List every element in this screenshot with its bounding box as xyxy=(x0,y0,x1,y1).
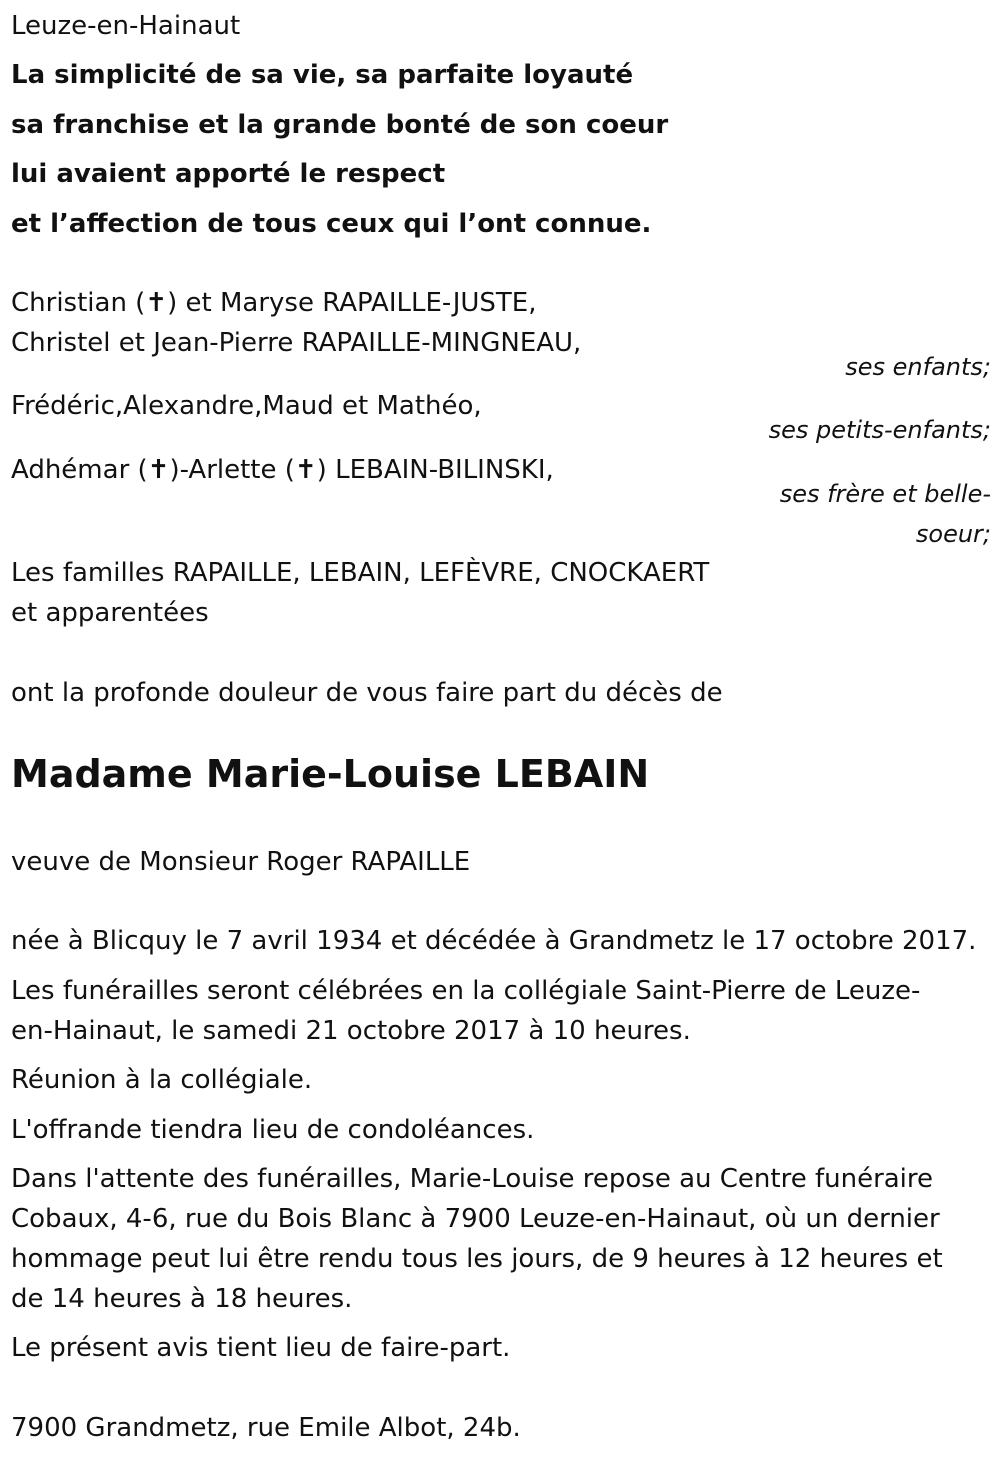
family-extended-line: et apparentées xyxy=(11,598,209,628)
family-children-line: Christel et Jean-Pierre RAPAILLE-MINGNEAU, xyxy=(11,328,582,358)
deceased-name: Madame Marie-Louise LEBAIN xyxy=(11,752,650,796)
meeting-details: Réunion à la collégiale. xyxy=(11,1065,313,1095)
rest-details-line: Cobaux, 4-6, rue du Bois Blanc à 7900 Leuze-en-Hainaut, où un dernier xyxy=(11,1204,940,1234)
birth-death-details: née à Blicquy le 7 avril 1934 et décédée à Grandmetz le 17 octobre 2017. xyxy=(11,926,977,956)
address: 7900 Grandmetz, rue Emile Albot, 24b. xyxy=(11,1413,521,1443)
funeral-details-line: Les funérailles seront célébrées en la collégiale Saint-Pierre de Leuze- xyxy=(11,976,921,1006)
siblings-relation: ses frère et belle-soeur; xyxy=(779,480,991,548)
location: Leuze-en-Hainaut xyxy=(11,11,241,41)
rest-details-line: de 14 heures à 18 heures. xyxy=(11,1284,353,1314)
rest-details-line: hommage peut lui être rendu tous les jours, de 9 heures à 12 heures et xyxy=(11,1244,943,1274)
grandchildren-relation: ses petits-enfants; xyxy=(768,416,991,444)
children-relation: ses enfants; xyxy=(845,353,991,381)
poem-line: sa franchise et la grande bonté de son coeur xyxy=(11,110,669,140)
family-children-line: Christian (✝) et Maryse RAPAILLE-JUSTE, xyxy=(11,288,537,318)
widow-of: veuve de Monsieur Roger RAPAILLE xyxy=(11,847,471,877)
notice-text: Le présent avis tient lieu de faire-part. xyxy=(11,1333,511,1363)
family-siblings: Adhémar (✝)-Arlette (✝) LEBAIN-BILINSKI, xyxy=(11,455,554,485)
rest-details-line: Dans l'attente des funérailles, Marie-Louise repose au Centre funéraire xyxy=(11,1164,934,1194)
offering-details: L'offrande tiendra lieu de condoléances. xyxy=(11,1115,535,1145)
announcement: ont la profonde douleur de vous faire part du décès de xyxy=(11,678,723,708)
poem-line: et l’affection de tous ceux qui l’ont connue. xyxy=(11,209,652,239)
family-extended-line: Les familles RAPAILLE, LEBAIN, LEFÈVRE, CNOCKAERT xyxy=(11,558,710,588)
poem-line: lui avaient apporté le respect xyxy=(11,159,446,189)
funeral-details-line: en-Hainaut, le samedi 21 octobre 2017 à 10 heures. xyxy=(11,1016,691,1046)
poem-line: La simplicité de sa vie, sa parfaite loyauté xyxy=(11,60,634,90)
family-grandchildren: Frédéric,Alexandre,Maud et Mathéo, xyxy=(11,391,482,421)
